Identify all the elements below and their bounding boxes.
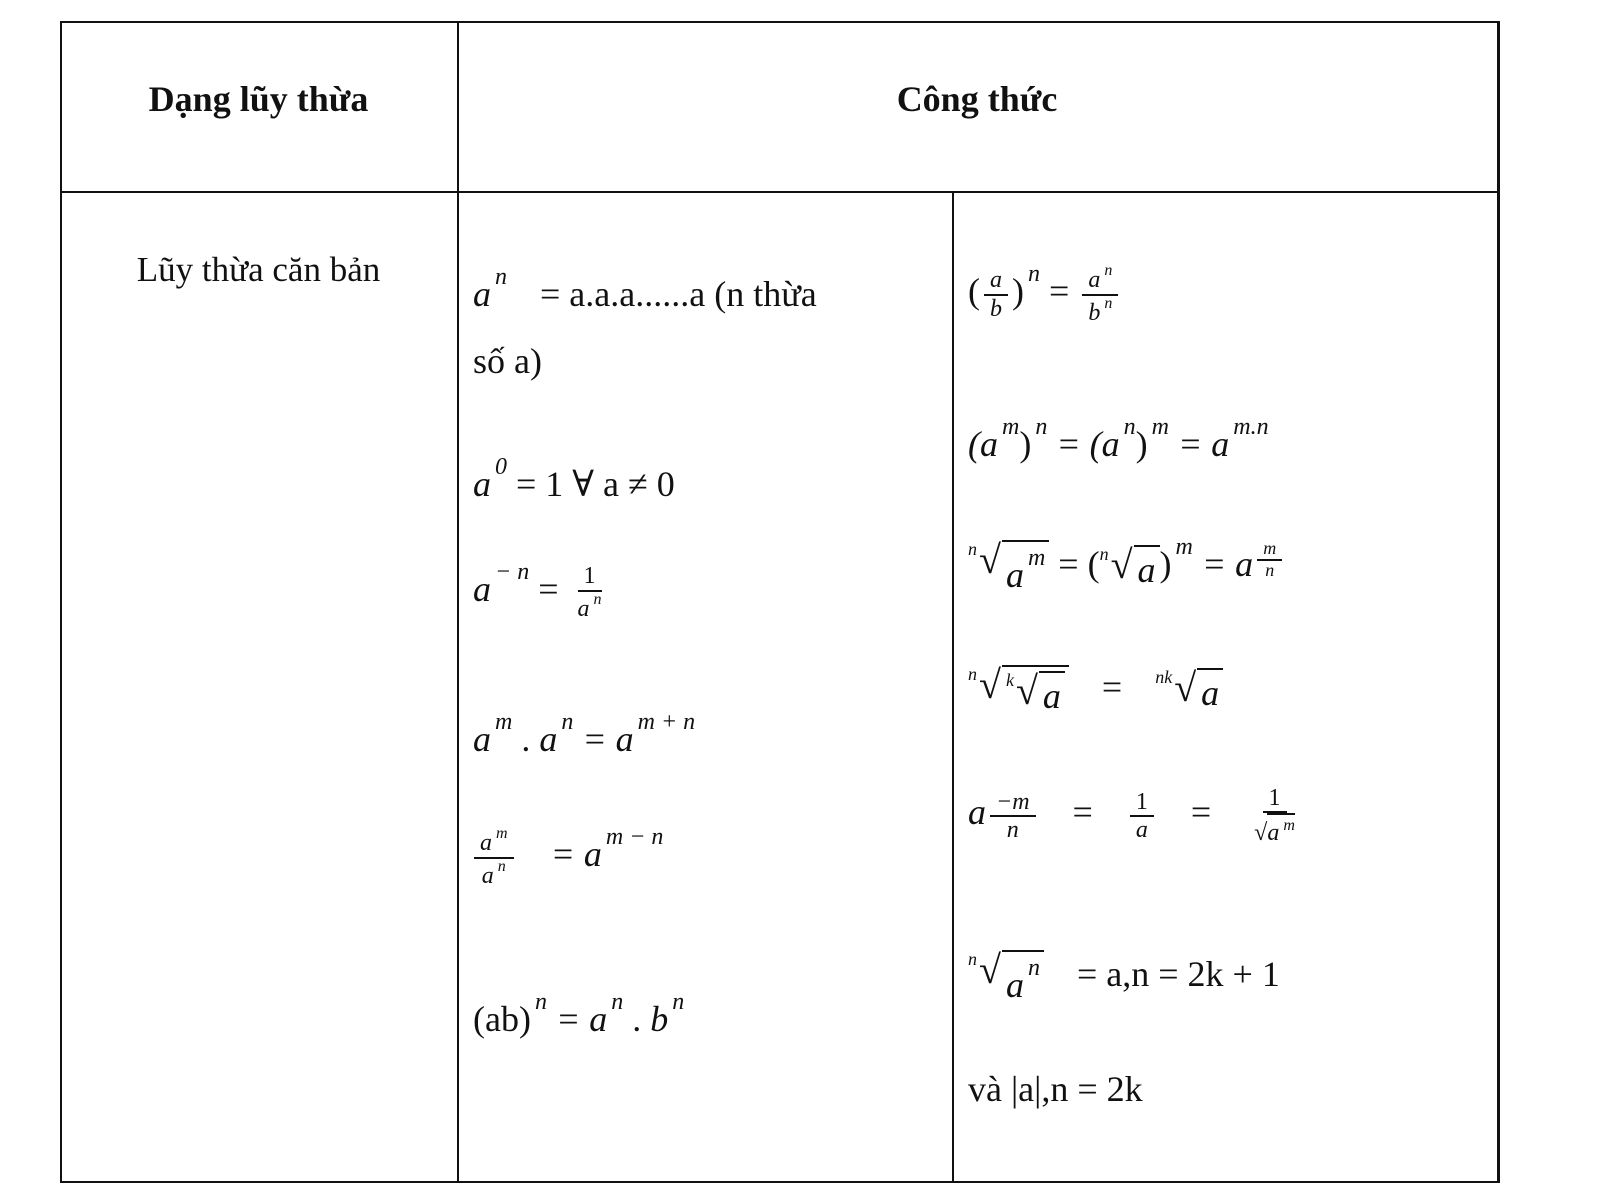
exponent: − n xyxy=(495,559,530,585)
exponent: n xyxy=(672,989,685,1015)
numerator xyxy=(474,826,514,858)
radical-icon: √ xyxy=(1110,541,1133,587)
exponent: m xyxy=(1151,414,1169,440)
formula-odd-root xyxy=(968,947,1280,1006)
fraction xyxy=(984,267,1008,322)
numerator: 1 xyxy=(1263,785,1287,813)
numerator xyxy=(1082,263,1118,295)
root-index: n xyxy=(968,664,977,684)
base: a xyxy=(968,792,986,833)
numerator: 1 xyxy=(578,563,602,591)
radicand: a xyxy=(1197,668,1223,714)
root-index: k xyxy=(1005,670,1014,690)
exponent: n xyxy=(1028,261,1040,287)
exponent: m xyxy=(1002,414,1020,440)
numerator: 1 xyxy=(1130,789,1154,817)
radicand: a xyxy=(1005,554,1024,595)
base: a xyxy=(539,719,558,759)
radical xyxy=(968,536,1049,596)
denominator: a xyxy=(1135,816,1148,843)
den-exp: n xyxy=(497,857,506,875)
equals: = xyxy=(1049,271,1070,311)
equals-result: = a xyxy=(1177,424,1230,464)
formula-definition-continued: số a) xyxy=(473,341,542,381)
numerator: m xyxy=(1257,539,1282,561)
den-exp: n xyxy=(593,590,602,608)
formula-negative-fractional-exponent xyxy=(968,785,1305,847)
formula-product-rule xyxy=(473,710,695,761)
base: (a xyxy=(968,424,998,464)
denominator: n xyxy=(1006,816,1019,843)
exponent: m.n xyxy=(1233,414,1269,440)
numerator: −m xyxy=(990,789,1036,817)
exponent: 0 xyxy=(495,454,507,480)
equals-base: = (a xyxy=(1056,424,1120,464)
table-left-border xyxy=(60,21,62,1183)
radical-icon: √ xyxy=(979,662,1001,707)
radicand: a xyxy=(1039,671,1065,717)
table-right-border xyxy=(1497,21,1500,1183)
fraction xyxy=(1082,263,1118,326)
radical-icon: √ xyxy=(1254,820,1268,847)
exponent: m xyxy=(1283,817,1295,835)
row-label: Lũy thừa căn bản xyxy=(136,250,381,289)
formula-power-definition xyxy=(473,265,817,316)
num-exp: n xyxy=(1104,262,1113,280)
fraction xyxy=(474,826,514,889)
formula-negative-exponent xyxy=(473,560,612,622)
radical xyxy=(1155,665,1223,714)
denominator xyxy=(572,592,608,622)
base: a xyxy=(473,274,491,314)
inner-radical xyxy=(1005,668,1065,717)
table-bottom-border xyxy=(60,1181,1500,1183)
table-top-border xyxy=(60,21,1500,23)
equals: = xyxy=(1072,792,1093,833)
equals: = xyxy=(538,569,559,609)
exponent: m xyxy=(495,709,513,735)
fraction xyxy=(1130,789,1154,844)
exponent: n xyxy=(1123,414,1136,440)
root-index: n xyxy=(968,949,977,969)
den-base: a xyxy=(577,595,590,622)
header-bottom-border xyxy=(60,191,1500,193)
formula-quotient-power: ( $\frac{a}{b}$ ) $^n$ = $\frac{a ^n}{b ^n}$ xyxy=(968,262,1122,326)
base: a xyxy=(473,569,491,609)
exponent: m − n xyxy=(605,824,664,850)
equals: = xyxy=(1190,792,1212,833)
paren: ) xyxy=(1019,424,1032,464)
exponent: m + n xyxy=(637,709,696,735)
formula-root-as-power xyxy=(968,535,1286,596)
exponent: n xyxy=(534,989,547,1015)
fraction xyxy=(1248,785,1301,847)
exponent: m xyxy=(1027,544,1046,571)
base: a xyxy=(473,464,491,504)
radical xyxy=(968,947,1044,1006)
header-formula: Công thức xyxy=(896,79,1058,119)
formula-power-of-power xyxy=(968,415,1269,466)
fraction xyxy=(572,563,608,622)
paren: ) xyxy=(1135,424,1148,464)
radical-icon: √ xyxy=(1015,668,1038,713)
exponent: n xyxy=(561,709,574,735)
radical xyxy=(968,662,1069,717)
exponent-fraction xyxy=(1257,539,1282,581)
formula-even-root: và |a|,n = 2k xyxy=(968,1069,1143,1109)
formula-nested-root xyxy=(968,662,1223,717)
definition-text: = a.a.a......a (n thừa xyxy=(540,274,817,314)
den-base: a xyxy=(481,862,494,889)
dot: . xyxy=(632,999,642,1039)
base: b xyxy=(650,999,669,1039)
radicand: a xyxy=(1005,965,1024,1005)
num-base: a xyxy=(1088,267,1101,294)
radical xyxy=(1099,541,1160,591)
condition-text: = a,n = 2k + 1 xyxy=(1076,954,1280,995)
equals: = ( xyxy=(1058,544,1100,584)
column-divider xyxy=(457,21,459,1183)
equals-result: = a xyxy=(1201,544,1254,584)
exponent: m xyxy=(1175,534,1193,560)
equals-result: = a xyxy=(550,834,602,874)
den-base: b xyxy=(1088,299,1101,326)
num-exp: m xyxy=(496,825,508,843)
equals-result: = a xyxy=(555,999,608,1039)
equals: = xyxy=(1101,667,1123,708)
exponent: n xyxy=(611,989,624,1015)
base: (ab) xyxy=(473,999,531,1039)
equals-result: = a xyxy=(582,719,634,759)
formula-rest: = 1 ∀ a ≠ 0 xyxy=(516,464,675,504)
formula-quotient-rule xyxy=(470,825,663,889)
root-index: n xyxy=(968,538,977,559)
denominator: b xyxy=(990,295,1002,322)
dot: . xyxy=(521,719,531,759)
root-index: n xyxy=(1099,543,1109,564)
denominator xyxy=(1248,813,1301,846)
exponent: n xyxy=(1035,414,1048,440)
root-index: nk xyxy=(1155,667,1173,687)
exponent: n xyxy=(495,264,507,290)
exponent: n xyxy=(1027,955,1040,981)
formula-zero-exponent xyxy=(473,455,675,506)
base: a xyxy=(473,719,491,759)
denominator xyxy=(1082,296,1118,326)
exponent-fraction xyxy=(990,789,1036,844)
numerator: a xyxy=(984,267,1008,295)
radical-icon: √ xyxy=(979,947,1001,992)
den-exp: n xyxy=(1104,294,1113,312)
denominator xyxy=(476,859,512,889)
paren: ) xyxy=(1159,544,1172,584)
radicand: a xyxy=(1134,545,1160,591)
radicand: a xyxy=(1267,820,1280,847)
subcolumn-divider xyxy=(952,191,954,1183)
formula-product-power xyxy=(473,990,684,1041)
radical-icon: √ xyxy=(1174,665,1197,710)
denominator: n xyxy=(1265,559,1275,580)
header-form: Dạng lũy thừa xyxy=(148,79,369,119)
num-base: a xyxy=(480,830,492,857)
radical-icon: √ xyxy=(979,536,1001,582)
